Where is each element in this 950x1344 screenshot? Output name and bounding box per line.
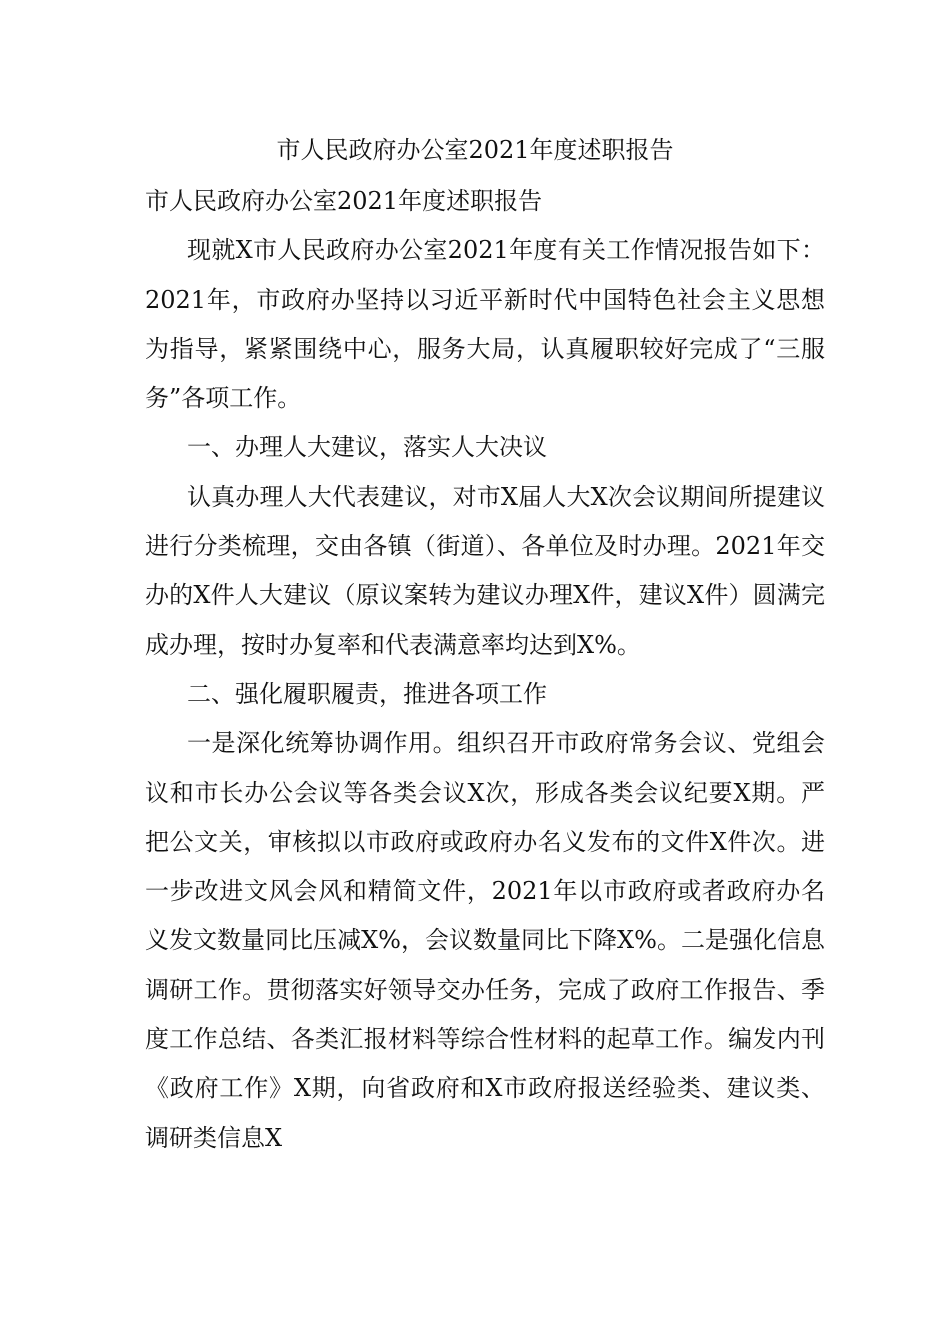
document-body: [145, 177, 825, 1163]
section-heading-1: 一、办理人大建议，落实人大决议: [187, 433, 547, 462]
section-heading-2: 二、强化履职履责，推进各项工作: [187, 679, 547, 708]
section-1-paragraph: 认真办理人大代表建议，对市X届人大X次会议期间所提建议进行分类梳理，交由各镇（街道）、各单位及时办理。2021年交办的X件人大建议（原议案转为建议办理X件，建议X件）圆满完成办理，按时办复率和代表满意率均达到X%。: [145, 482, 825, 659]
section-2-paragraph: 一是深化统筹协调作用。组织召开市政府常务会议、党组会议和市长办公会议等各类会议X次，形成各类会议纪要X期。严把公文关，审核拟以市政府或政府办名义发布的文件X件次。进一步改进文风会风和精简文件，2021年以市政府或者政府办名义发文数量同比压减X%，会议数量同比下降X%。二是强化信息调研工作。贯彻落实好领导交办任务，完成了政府工作报告、季度工作总结、各类汇报材料等综合性材料的起草工作。编发内刊《政府工作》X期，向省政府和X市政府报送经验类、建议类、调研类信息X: [145, 729, 825, 1152]
subtitle-paragraph: 市人民政府办公室2021年度述职报告: [145, 187, 543, 215]
intro-paragraph: 现就X市人民政府办公室2021年度有关工作情况报告如下：2021年，市政府办坚持以习近平新时代中国特色社会主义思想为指导，紧紧围绕中心，服务大局，认真履职较好完成了“三服务”各项工作。: [145, 236, 825, 413]
document-title: 市人民政府办公室2021年度述职报告: [276, 136, 674, 164]
